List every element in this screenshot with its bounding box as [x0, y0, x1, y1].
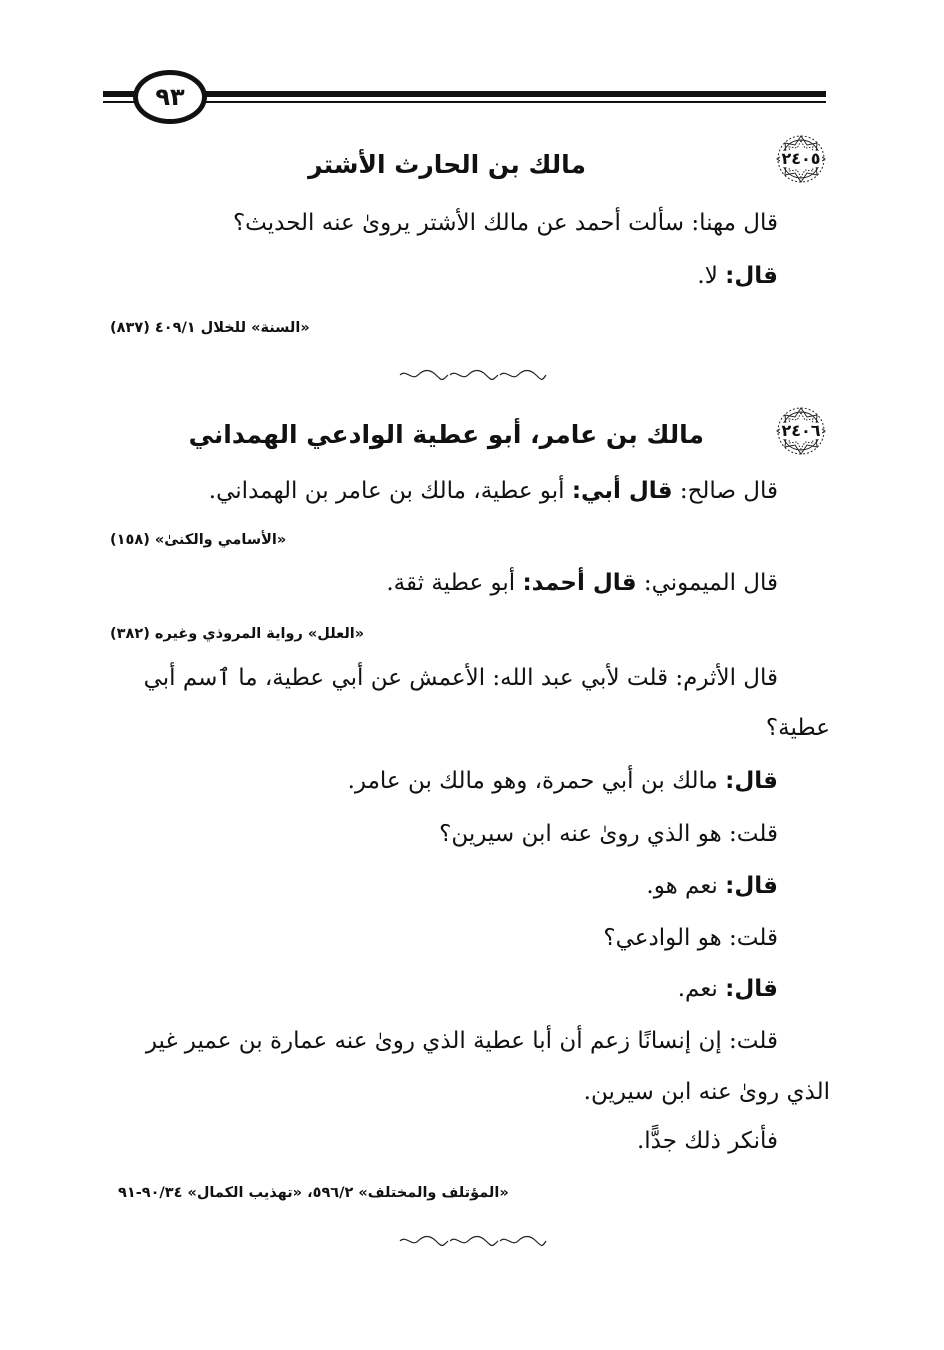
text-line: قال الأثرم: قلت لأبي عبد الله: الأعمش عن أبي عطية، ما ٱسم أبي	[143, 665, 778, 691]
speech: نعم.	[677, 976, 718, 1002]
ornament-divider	[398, 1234, 548, 1248]
speaker: قال أحمد:	[522, 570, 637, 596]
speech: هو الوادعي؟	[603, 925, 722, 951]
speaker: قال:	[725, 263, 778, 289]
speaker: قال:	[725, 873, 778, 899]
speech: أبو عطية، مالك بن عامر بن الهمداني.	[208, 478, 565, 504]
speaker: قلت:	[729, 821, 778, 847]
entry-number: ٢٤٠٥	[781, 149, 821, 168]
entry-title: مالك بن عامر، أبو عطية الوادعي الهمداني	[188, 420, 704, 449]
speech: أبو عطية ثقة.	[386, 570, 516, 596]
entry-title: مالك بن الحارث الأشتر	[308, 150, 586, 179]
text-line: الذي روىٰ عنه ابن سيرين.	[583, 1079, 830, 1105]
text-line: عطية؟	[765, 715, 830, 741]
header-rule-left-thin	[103, 101, 135, 103]
speech: لا.	[697, 263, 718, 289]
text-line: قلت: إن إنسانًا زعم أن أبا عطية الذي روىٰ عنه عمارة بن عمير غير	[145, 1028, 778, 1054]
citation: «السنة» للخلال ٤٠٩/١ (٨٣٧)	[110, 320, 310, 336]
narrator: قال الميموني:	[643, 570, 778, 596]
header-rule	[205, 91, 826, 97]
speaker: قلت:	[729, 925, 778, 951]
dialogue-line	[678, 976, 778, 1002]
citation: «العلل» رواية المروذي وغيره (٣٨٢)	[110, 626, 365, 642]
speech: هو الذي روىٰ عنه ابن سيرين؟	[439, 821, 722, 847]
text-line: فأنكر ذلك جدًّا.	[636, 1128, 778, 1154]
entry-number-badge	[772, 405, 830, 457]
dialogue-line	[439, 821, 778, 847]
dialogue-line	[348, 768, 778, 794]
entry-number: ٢٤٠٦	[781, 421, 821, 440]
citation: «الأسامي والكنىٰ» (١٥٨)	[110, 532, 287, 548]
speech: مالك بن أبي حمرة، وهو مالك بن عامر.	[347, 768, 718, 794]
ornament-divider	[398, 368, 548, 382]
header-rule-thin	[205, 101, 826, 103]
speech: نعم هو.	[646, 873, 718, 899]
text-line	[697, 263, 778, 289]
citation: «المؤتلف والمختلف» ٥٩٦/٢، «تهذيب الكمال» ٩٠/٣٤-٩١	[118, 1185, 509, 1201]
text-line	[386, 570, 778, 596]
dialogue-line	[646, 873, 778, 899]
entry-number-badge	[772, 133, 830, 185]
header-rule-left	[103, 91, 135, 97]
speaker: قال:	[725, 976, 778, 1002]
dialogue-line	[603, 925, 778, 951]
narrator: قال صالح:	[679, 478, 778, 504]
speaker: قال أبي:	[571, 478, 673, 504]
page-number: ٩٣	[133, 70, 207, 124]
text-line: قال مهنا: سألت أحمد عن مالك الأشتر يروىٰ عنه الحديث؟	[232, 210, 778, 236]
text-line	[209, 478, 778, 504]
speaker: قال:	[725, 768, 778, 794]
